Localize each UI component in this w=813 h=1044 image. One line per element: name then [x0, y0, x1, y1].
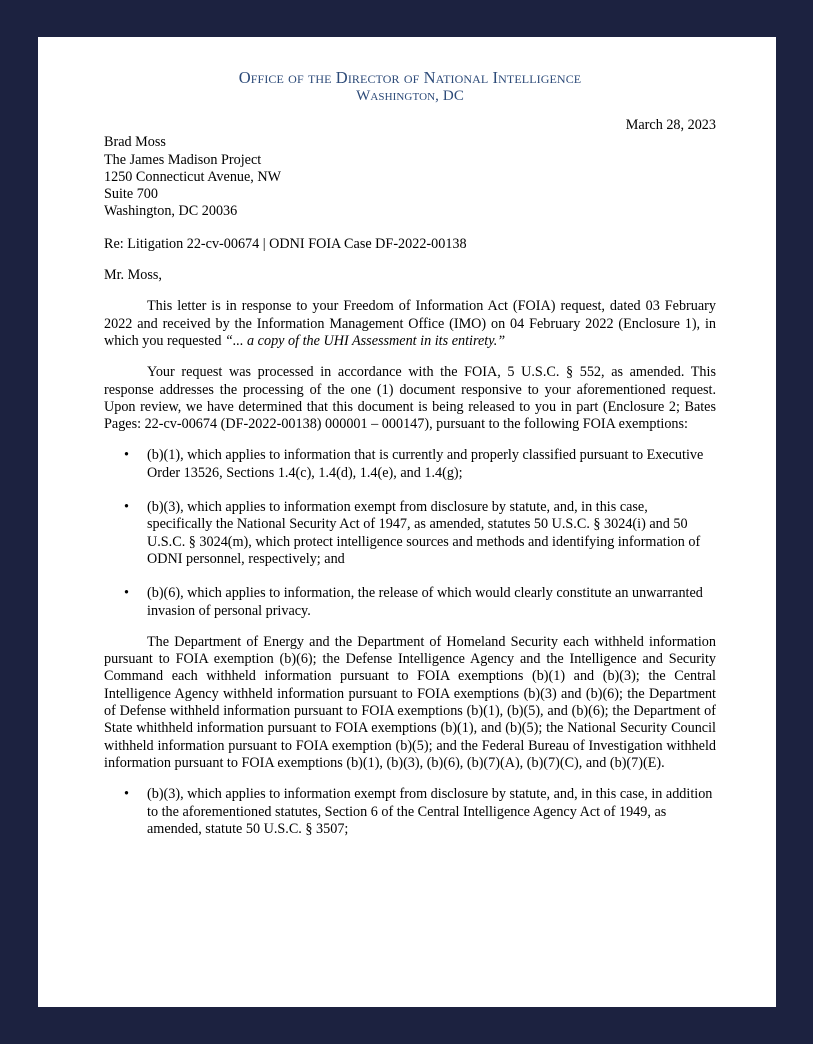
recipient-address [104, 134, 716, 220]
bullet-icon: • [124, 786, 129, 803]
exemption-list [104, 447, 716, 619]
bullet-icon: • [124, 499, 129, 516]
recipient-suite: Suite 700 [104, 186, 158, 203]
paragraph-agencies: The Department of Energy and the Department of Homeland Security each withheld information pursuant to FOIA exemption (b)(6); the Defense Intelligence Agency and the Intelligence and Security Command each withheld information pursuant to FOIA exemptions (b)(1) and (b)(3); the Central Intelligence Agency withheld information pursuant to FOIA exemptions (b)(3) and (b)(6); the Department of Defense withheld information pursuant to FOIA exemptions (b)(1), (b)(5), and (b)(6); the Department of State whithheld information pursuant to FOIA exemptions (b)(1), and (b)(5); the National Security Council withheld information pursuant to FOIA exemption (b)(5); and the Federal Bureau of Investigation withheld information pursuant to FOIA exemptions (b)(1), (b)(3), (b)(6), (b)(7)(A), (b)(7)(C), and (b)(7)(E). [104, 633, 716, 771]
letter-page [38, 37, 776, 1007]
additional-exemption-list [104, 786, 716, 838]
paragraph-processing: Your request was processed in accordance with the FOIA, 5 U.S.C. § 552, as amended. This response addresses the processing of the one (1) document responsive to your aforementioned request. Upon review, we have determined that this document is being released to you in part (Enclosure 2; Bates Pages: 22-cv-00674 (DF-2022-00138) 000001 – 000147), pursuant to the following FOIA exemptions: [104, 364, 716, 433]
paragraph-request-text: This letter is in response to your Freedom of Information Act (FOIA) request, dated 03 February 2022 and received by the Information Management Office (IMO) on 04 February 2022 (Enclosure 1), in which you requested [104, 298, 716, 349]
salutation: Mr. Moss, [104, 267, 162, 284]
bullet-icon: • [124, 447, 129, 464]
bullet-icon: • [124, 585, 129, 602]
exemption-text: (b)(6), which applies to information, the release of which would clearly constitute an unwarranted invasion of personal privacy. [147, 585, 703, 619]
list-item [104, 786, 716, 838]
exemption-text: (b)(3), which applies to information exempt from disclosure by statute, and, in this case, specifically the National Security Act of 1947, as amended, statutes 50 U.S.C. § 3024(i) and 50 U.S.C. § 3024(m), which protect intelligence sources and methods and identifying information of ODNI personnel, respectively; and [147, 499, 701, 567]
list-item [104, 585, 716, 620]
list-item [104, 447, 716, 482]
letterhead [104, 68, 716, 105]
letter-date: March 28, 2023 [625, 117, 716, 133]
letter-body [104, 68, 716, 838]
letterhead-location: Washington, DC [356, 88, 464, 104]
recipient-organization: The James Madison Project [104, 151, 262, 168]
exemption-text: (b)(1), which applies to information that is currently and properly classified pursuant to Executive Order 13526, Sections 1.4(c), 1.4(d), 1.4(e), and 1.4(g); [147, 447, 704, 481]
recipient-street: 1250 Connecticut Avenue, NW [104, 168, 282, 185]
letterhead-office: Office of the Director of National Intelligence [238, 68, 582, 87]
exemption-text: (b)(3), which applies to information exempt from disclosure by statute, and, in this case, in addition to the aforementioned statutes, Section 6 of the Central Intelligence Agency Act of 1949, as amended, statute 50 U.S.C. § 3507; [147, 786, 713, 837]
recipient-city: Washington, DC 20036 [104, 203, 238, 220]
subject-line: Re: Litigation 22-cv-00674 | ODNI FOIA Case DF-2022-00138 [104, 235, 467, 252]
request-quote: “... a copy of the UHI Assessment in its entirety.” [224, 332, 506, 349]
recipient-name: Brad Moss [104, 134, 166, 151]
paragraph-request [104, 298, 716, 350]
list-item [104, 499, 716, 568]
